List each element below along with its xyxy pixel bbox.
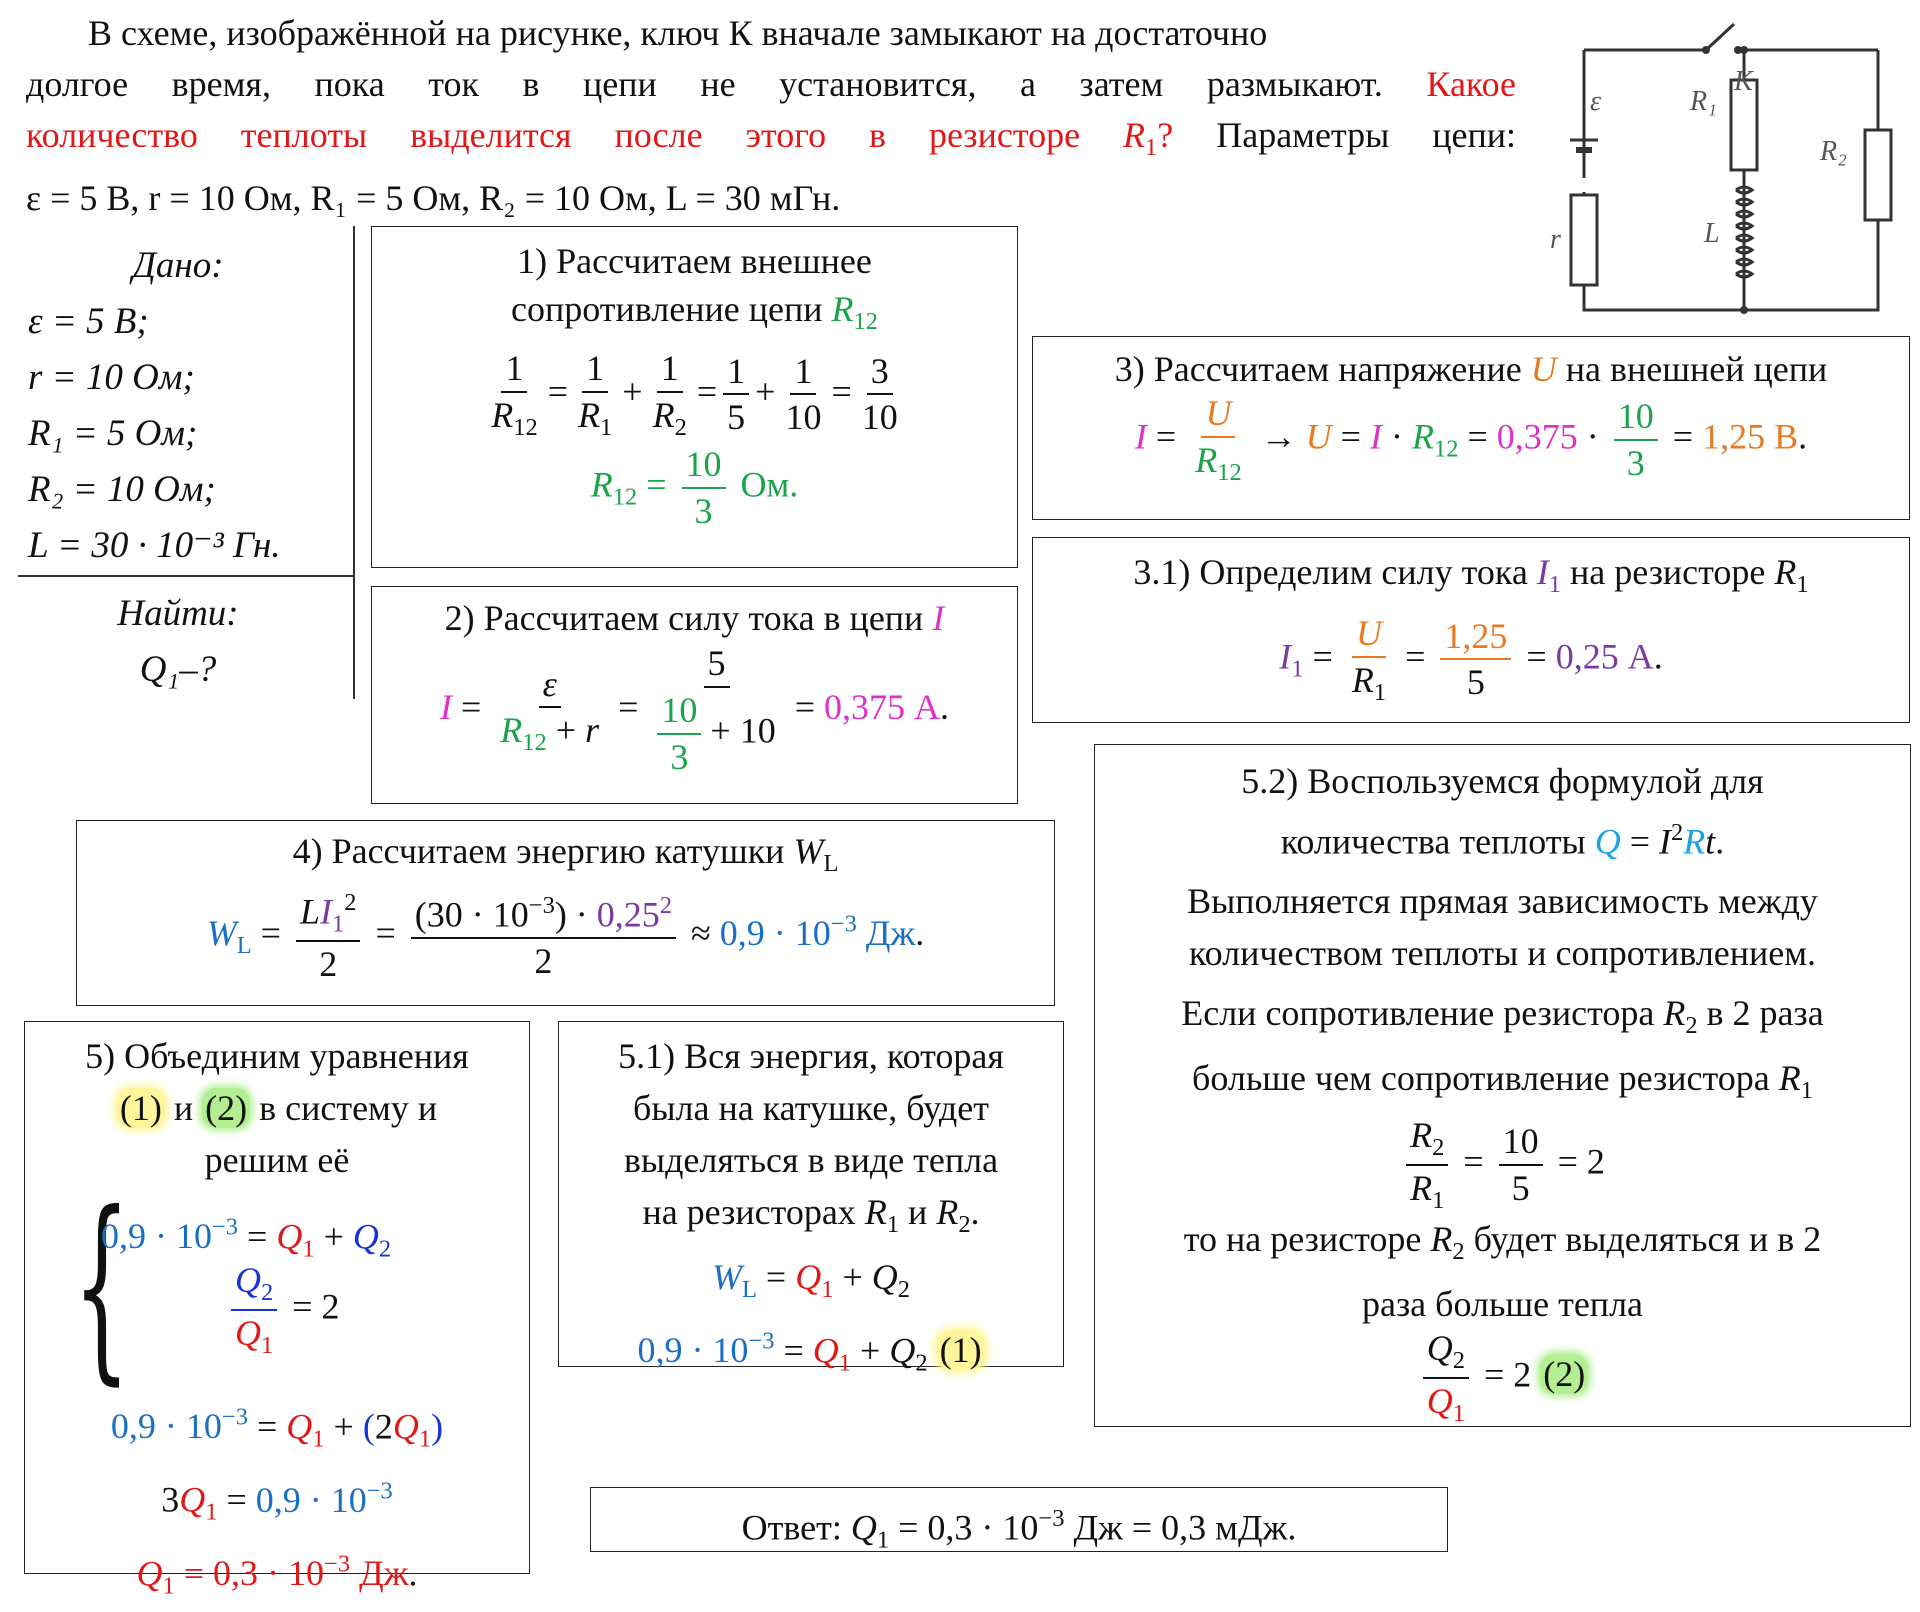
given-item-r1: R₁ = 5 Ом; — [28, 413, 198, 454]
step1-result: $R_{12}$ = $\frac{10}{3}$ Ом. — [590, 444, 799, 531]
step52-p2: количеством теплоты и сопротивлением. — [1188, 933, 1817, 974]
frac-5-over-sum: 5 $\frac{10}{3}$ + 10 — [653, 645, 779, 776]
frac-1-5: $\frac{1}{5}$ — [723, 353, 749, 438]
step3-equation: I = $\frac{U}{R_{12}}$ → $U = I \cdot R_{12} = 0,375$ · $\frac{10}{3}$ = 1,25 В. — [1134, 393, 1808, 486]
given-horizontal-divider — [18, 575, 355, 577]
resistor-r2-shape — [1865, 130, 1891, 220]
frac-u-over-r12: $\frac{U}{R_{12}}$ — [1195, 393, 1242, 486]
frac-u-over-r1: $\frac{U}{R_1}$ — [1351, 612, 1387, 706]
problem-statement — [26, 8, 1516, 224]
problem-line-1: В схеме, изображённой на рисунке, ключ К вначале замыкают на достаточно — [88, 13, 1268, 53]
frac-li2-over-2: $\frac{LI_1^2}{2}$ — [296, 890, 361, 984]
frac-q2-over-q1-final: $\frac{Q_2}{Q_1}$ — [1423, 1330, 1469, 1426]
given-item-emf: ε = 5 В; — [28, 301, 149, 342]
problem-line-2: долгое время, пока ток в цепи не установится, а затем размыкают. Какое — [26, 64, 1517, 104]
frac-10-3: $\frac{10}{3}$ — [657, 692, 701, 777]
frac-10-over-5: $\frac{10}{5}$ — [1499, 1123, 1543, 1208]
frac-3-10: $\frac{3}{10}$ — [861, 350, 898, 438]
step52-ratio-eq: $\frac{R_2}{R_1}$ = $\frac{10}{5}$ = 2 — [1095, 1117, 1910, 1213]
frac-125-over-5: $\frac{1,25}{5}$ — [1440, 618, 1511, 703]
step52-title-2: количества теплоты $Q = I^2Rt$. — [1280, 819, 1725, 862]
step31-title: 3.1) Определим силу тока $I_1$ на резисторе $R_1$ — [1133, 552, 1809, 598]
step5-line-1: $0,9 \cdot 10^{-3} = Q_1 + (2Q_1)$ — [110, 1404, 444, 1453]
step5-system — [25, 1170, 529, 1403]
step51-eq-2: $0,9 \cdot 10^{-3} = Q_1 + Q_2$ (1) — [559, 1316, 1063, 1389]
frac-r12-value: $\frac{10}{3}$ — [682, 446, 726, 531]
circuit-diagram — [1550, 10, 1916, 320]
answer-box: Ответ: $Q_1 = 0,3 \cdot 10^{-3}$ Дж = 0,3 мДж. — [590, 1487, 1448, 1552]
step4-box — [76, 820, 1055, 1006]
given-vertical-divider — [353, 226, 355, 699]
label-r2: R₂ — [1820, 136, 1847, 167]
step5-line-2: $3Q_1 = 0,9 \cdot 10^{-3}$ — [161, 1477, 393, 1526]
step5-line-3: $Q_1 = 0,3 \cdot 10^{-3}$ Дж. — [136, 1550, 418, 1599]
junction-bottom — [1740, 306, 1748, 314]
frac-r2-over-r1: $\frac{R_2}{R_1}$ — [1406, 1117, 1448, 1213]
step5-title-1: 5) Объединим уравнения — [85, 1036, 469, 1076]
label-coil: L — [1704, 218, 1720, 249]
step5-title-3: решим её — [204, 1140, 350, 1180]
step51-eq-1: $W_L = Q_1 + Q_2$ — [711, 1256, 911, 1303]
step5-box — [24, 1021, 530, 1599]
frac-energy-values: $\frac{(30 \cdot 10^{-3}) \cdot 0,25^2}{2}$ — [411, 893, 676, 981]
given-item-r2: R₂ = 10 Ом; — [28, 469, 216, 510]
step51-title-4: на резисторах $R_1$ и $R_2$. — [642, 1192, 980, 1238]
step31-box — [1032, 537, 1910, 723]
find-value: Q₁–? — [139, 649, 217, 690]
battery-gap — [1576, 178, 1592, 192]
step52-box — [1094, 744, 1911, 1427]
given-item-l: L = 30 · 10⁻³ Гн. — [28, 525, 281, 566]
key-contact-left — [1702, 46, 1710, 54]
step2-box — [371, 586, 1018, 804]
system-eq-1: $0,9 \cdot 10^{-3} = Q_1 + Q_2$ — [101, 1214, 392, 1263]
step31-equation: $I_1$ = $\frac{U}{R_1}$ = $\frac{1,25}{5}$ = 0,25 А. — [1279, 612, 1663, 706]
frac-1-r1: $\frac{1}{R_1}$ — [578, 347, 613, 441]
problem-line-4: ε = 5 В, r = 10 Ом, R₁ = 5 Ом, R₂ = 10 Ом, L = 30 мГн. — [26, 177, 841, 218]
step1-box — [371, 226, 1018, 568]
key-switch — [1706, 24, 1734, 50]
step51-box — [558, 1021, 1064, 1376]
frac-q2-over-q1: $\frac{Q_2}{Q_1}$ — [231, 1262, 277, 1358]
given-title: Дано: — [132, 245, 224, 286]
step51-title-2: была на катушке, будет — [633, 1088, 989, 1128]
step3-box — [1032, 336, 1910, 520]
step5-title-2: (1) и (2) в систему и — [25, 1082, 529, 1134]
problem-line-3: количество теплоты выделится после этого в резисторе $R_1$? Параметры цепи: — [26, 115, 1517, 161]
given-section — [28, 238, 358, 574]
frac-1-10: $\frac{1}{10}$ — [785, 350, 822, 438]
label-r1: R₁ — [1690, 86, 1717, 117]
step52-p5: то на резисторе $R_2$ будет выделяться и в 2 — [1183, 1219, 1822, 1265]
step51-title-1: 5.1) Вся энергия, которая — [618, 1036, 1004, 1076]
label-emf: ε — [1590, 86, 1602, 117]
frac-1-r2: $\frac{1}{R_2}$ — [652, 347, 687, 441]
step52-p3: Если сопротивление резистора $R_2$ в 2 раза — [1181, 993, 1824, 1040]
system-brace: { — [73, 1170, 131, 1403]
label-key: К — [1734, 66, 1753, 97]
step2-title: 2) Рассчитаем силу тока в цепи I — [444, 598, 945, 638]
step1-equation: $\frac{1}{R_{12}}$ = $\frac{1}{R_1}$ + $\frac{1}{R_2}$ = $\frac{1}{5}$ + $\frac{1}{10}$ = $\frac{3}{10}$ — [372, 350, 1017, 440]
given-item-r: r = 10 Ом; — [28, 357, 195, 398]
step3-title: 3) Рассчитаем напряжение U на внешней цепи — [1114, 349, 1828, 389]
step51-title-3: выделяться в виде тепла — [623, 1140, 999, 1180]
junction-top — [1740, 46, 1748, 54]
answer-label: Ответ: — [741, 1507, 842, 1548]
step2-equation: I = $\frac{\varepsilon}{R_{12} + r}$ = 5 $\frac{10}{3}$ + 10 = 0,375 А. — [439, 643, 950, 777]
step4-title: 4) Рассчитаем энергию катушки $W_L$ — [292, 831, 839, 877]
frac-emf-over-sum: $\frac{\varepsilon}{R_{12} + r}$ — [500, 663, 600, 757]
step52-p1: Выполняется прямая зависимость между — [1187, 881, 1818, 922]
system-eq-2: $\frac{Q_2}{Q_1}$ = 2 — [225, 1262, 340, 1358]
step4-equation: $W_L$ = $\frac{LI_1^2}{2}$ = $\frac{(30 \cdot 10^{-3}) \cdot 0,25^2}{2}$ ≈ $0,9 \cdot 10^{-3}$ Дж. — [206, 888, 925, 984]
find-title: Найти: — [117, 593, 239, 634]
frac-10-3-step3: $\frac{10}{3}$ — [1614, 398, 1658, 483]
find-section — [28, 586, 328, 698]
label-r: r — [1550, 224, 1561, 255]
step52-p4: больше чем сопротивление резистора $R_1$ — [1192, 1058, 1813, 1105]
step52-title-1: 5.2) Воспользуемся формулой для — [1241, 761, 1764, 801]
step52-final-eq: $\frac{Q_2}{Q_1}$ = 2 (2) — [1095, 1330, 1910, 1426]
step52-p6: раза больше тепла — [1361, 1284, 1644, 1324]
step1-title-1: 1) Рассчитаем внешнее — [517, 241, 872, 281]
resistor-r-shape — [1571, 195, 1597, 285]
frac-1-r12: $\frac{1}{R_{12}}$ — [491, 347, 538, 441]
step1-title-2: сопротивление цепи $R_{12}$ — [511, 289, 878, 335]
